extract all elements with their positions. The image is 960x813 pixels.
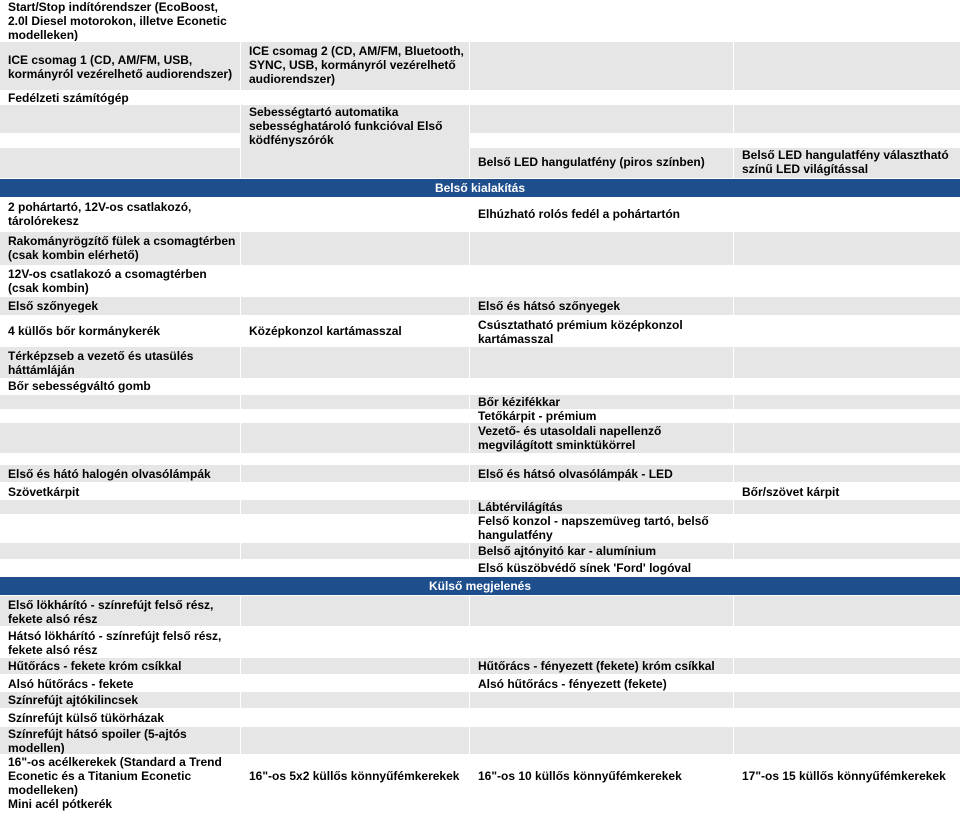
cell — [241, 148, 469, 178]
table-row — [0, 627, 960, 657]
table-row — [0, 409, 960, 423]
cell: Térképzseb a vezető és utasülés háttámláján — [0, 347, 240, 378]
cell: Sebességtartó automatika sebességhatároló funkcióval Első ködfényszórók — [241, 105, 469, 148]
cell: Első lökhárító - színrefújt felső rész, fekete alsó rész — [0, 596, 240, 626]
cell — [241, 692, 469, 708]
cell — [734, 423, 960, 453]
cell: Belső LED hangulatfény (piros színben) — [470, 148, 733, 178]
table-row — [0, 148, 960, 178]
cell — [241, 500, 469, 514]
cell: 2 pohártartó, 12V-os csatlakozó, tárolórekesz — [0, 198, 240, 231]
section-header-interior: Belső kialakítás — [0, 179, 960, 197]
table-row — [0, 423, 960, 453]
cell — [734, 658, 960, 674]
cell — [0, 148, 240, 178]
cell: Alsó hűtőrács - fekete — [0, 675, 240, 692]
cell — [734, 297, 960, 315]
cell — [241, 596, 469, 626]
table-row — [0, 395, 960, 409]
cell: Első szőnyegek — [0, 297, 240, 315]
cell: Első és hátsó szőnyegek — [470, 297, 733, 315]
cell — [0, 395, 240, 409]
table-row — [0, 465, 960, 482]
cell: ICE csomag 1 (CD, AM/FM, USB, kormányról vezérelhető audiorendszer) — [0, 42, 240, 90]
table-row — [0, 105, 960, 147]
cell: Bőr kézifékkar — [470, 395, 733, 409]
cell: Bőr sebességváltó gomb — [0, 379, 240, 394]
cell — [241, 232, 469, 265]
table-row — [0, 500, 960, 514]
cell: Középkonzol kartámasszal — [241, 316, 469, 346]
cell: Első és hátsó olvasólámpák - LED — [470, 465, 733, 482]
cell: ICE csomag 2 (CD, AM/FM, Bluetooth, SYNC, USB, kormányról vezérelhető audiorendszer) — [241, 42, 469, 90]
cell: Első küszöbvédő sínek 'Ford' logóval — [470, 560, 733, 576]
cell: Mini acél pótkerék — [0, 797, 240, 813]
table-row — [0, 0, 960, 41]
table-row — [0, 198, 960, 231]
table-row — [0, 596, 960, 626]
cell: Hátsó lökhárító - színrefújt felső rész, fekete alsó rész — [0, 627, 240, 657]
table-row — [0, 543, 960, 559]
cell — [734, 500, 960, 514]
cell — [734, 727, 960, 754]
cell — [734, 105, 960, 133]
cell — [470, 105, 733, 133]
cell — [241, 727, 469, 754]
cell: Felső konzol - napszemüveg tartó, belső hangulatfény — [470, 514, 733, 542]
cell: Alsó hűtőrács - fényezett (fekete) — [470, 675, 733, 692]
cell: 16"-os acélkerekek (Standard a Trend Econetic és a Titanium Econetic modelleken) — [0, 755, 240, 797]
table-row — [0, 91, 960, 105]
cell: Első és hátó halogén olvasólámpák — [0, 465, 240, 482]
table-row — [0, 727, 960, 754]
table-row — [0, 514, 960, 542]
table-row — [0, 797, 960, 813]
cell — [734, 42, 960, 90]
table-row — [0, 483, 960, 500]
cell: Színrefújt hátsó spoiler (5-ajtós modellen) — [0, 727, 240, 754]
cell — [734, 395, 960, 409]
cell: Rakományrögzítő fülek a csomagtérben (csak kombin elérhető) — [0, 232, 240, 265]
cell — [241, 395, 469, 409]
cell — [734, 543, 960, 559]
table-row — [0, 755, 960, 797]
table-row — [0, 560, 960, 576]
table-row — [0, 675, 960, 692]
cell: 16"-os 5x2 küllős könnyűfémkerekek — [241, 755, 469, 797]
cell: Szövetkárpit — [0, 483, 240, 500]
cell — [734, 596, 960, 626]
cell — [470, 596, 733, 626]
cell: Lábtérvilágítás — [470, 500, 733, 514]
cell — [241, 658, 469, 674]
cell — [241, 423, 469, 453]
cell: Színrefújt külső tükörházak — [0, 709, 240, 726]
cell — [470, 692, 733, 708]
cell — [470, 42, 733, 90]
cell — [470, 727, 733, 754]
section-header-exterior: Külső megjelenés — [0, 577, 960, 595]
cell: 12V-os csatlakozó a csomagtérben (csak kombin) — [0, 266, 240, 296]
cell — [734, 692, 960, 708]
cell: Fedélzeti számítógép — [0, 91, 240, 105]
cell — [734, 347, 960, 378]
table-row — [0, 232, 960, 265]
cell — [734, 465, 960, 482]
cell: Vezető- és utasoldali napellenző megvilágított sminktükörrel — [470, 423, 733, 453]
table-row — [0, 42, 960, 90]
table-row — [0, 297, 960, 315]
cell — [0, 500, 240, 514]
table-row — [0, 266, 960, 296]
cell — [734, 232, 960, 265]
table-row — [0, 692, 960, 708]
cell: Belső ajtónyitó kar - alumínium — [470, 543, 733, 559]
cell — [0, 423, 240, 453]
cell — [241, 543, 469, 559]
cell: Hűtőrács - fekete króm csíkkal — [0, 658, 240, 674]
cell — [0, 105, 240, 133]
cell: 16"-os 10 küllős könnyűfémkerekek — [470, 755, 733, 797]
cell — [0, 543, 240, 559]
cell: 17"-os 15 küllős könnyűfémkerekek — [734, 755, 960, 797]
cell: Hűtőrács - fényezett (fekete) króm csíkkal — [470, 658, 733, 674]
cell: Elhúzható rolós fedél a pohártartón — [470, 198, 733, 231]
cell — [241, 297, 469, 315]
cell: Start/Stop indítórendszer (EcoBoost, 2.0l Diesel motorokon, illetve Econetic modelleken) — [0, 0, 240, 41]
cell: 4 küllős bőr kormánykerék — [0, 316, 240, 346]
cell — [470, 232, 733, 265]
cell: Tetőkárpit - prémium — [470, 409, 733, 423]
cell: Bőr/szövet kárpit — [734, 483, 960, 500]
cell — [470, 347, 733, 378]
table-row — [0, 316, 960, 346]
table-row — [0, 347, 960, 378]
table-row — [0, 379, 960, 394]
cell — [241, 347, 469, 378]
cell: Színrefújt ajtókilincsek — [0, 692, 240, 708]
cell: Csúsztatható prémium középkonzol kartámasszal — [470, 316, 733, 346]
table-row — [0, 709, 960, 726]
cell: Belső LED hangulatfény választható színű LED világítással — [734, 148, 960, 178]
cell — [241, 465, 469, 482]
table-row — [0, 658, 960, 674]
